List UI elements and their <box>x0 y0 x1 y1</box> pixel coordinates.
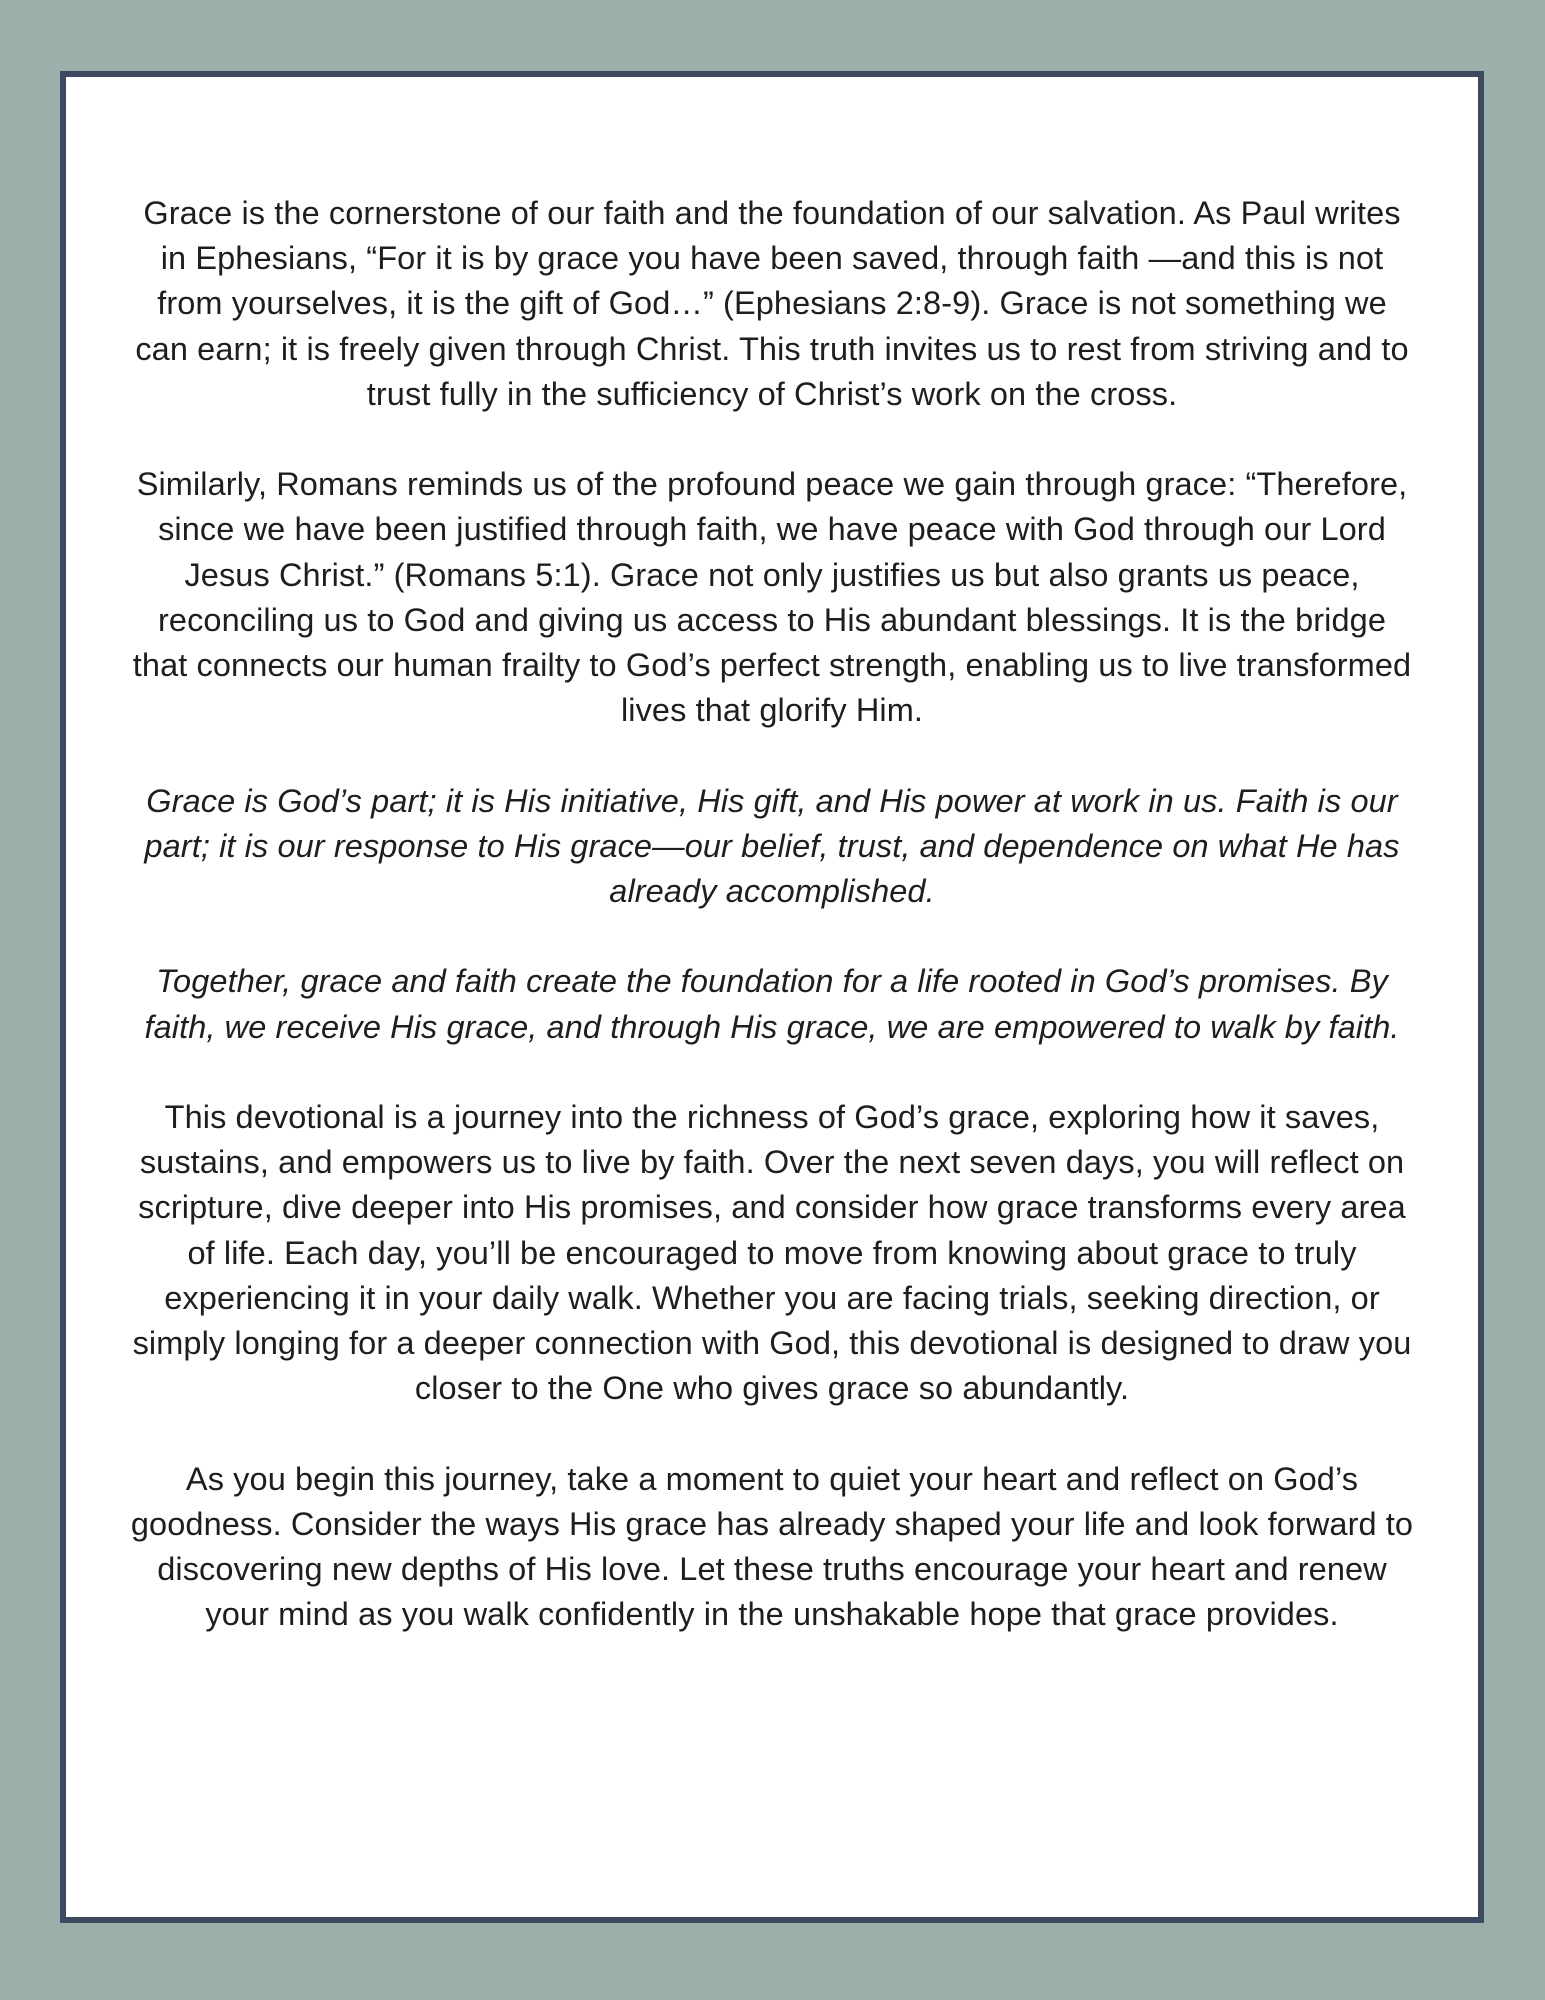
paragraph-grace-and-faith-together: Together, grace and faith create the foundation for a life rooted in God’s promises. By faith, we receive His grace, and through His grace, we are empowered to walk by faith. <box>144 963 1400 1045</box>
paragraph-grace-gods-part: Grace is God’s part; it is His initiative, His gift, and His power at work in us. Faith is our part; it is our response to His grace—our belief, trust, and dependence on what He has already accomplished. <box>144 782 1400 910</box>
paragraph-begin-journey: As you begin this journey, take a moment to quiet your heart and reflect on God’s goodness. Consider the ways His grace has already shaped your life and look forward to discovering new depths of His love. Let these truths encourage your heart and renew your mind as you walk confidently in the unshakable hope that grace provides. <box>130 1460 1414 1633</box>
page-frame <box>60 71 1484 1923</box>
paragraph-grace-cornerstone: Grace is the cornerstone of our faith and the foundation of our salvation. As Paul writes in Ephesians, “For it is by grace you have been saved, through faith —and this is not from yourselves, it is the gift of God…” (Ephesians 2:8-9). Grace is not something we can earn; it is freely given through Christ. This truth invites us to rest from striving and to trust fully in the sufficiency of Christ’s work on the cross. <box>135 195 1409 412</box>
paragraph-devotional-journey: This devotional is a journey into the richness of God’s grace, exploring how it saves, sustains, and empowers us to live by faith. Over the next seven days, you will reflect on scripture, dive deeper into His promises, and consider how grace transforms every area of life. Each day, you’ll be encouraged to move from knowing about grace to truly experiencing it in your daily walk. Whether you are facing trials, seeking direction, or simply longing for a deeper connection with God, this devotional is designed to draw you closer to the One who gives grace so abundantly. <box>132 1099 1412 1407</box>
paragraph-romans-peace: Similarly, Romans reminds us of the profound peace we gain through grace: “Therefore, since we have been justified through faith, we have peace with God through our Lord Jesus Christ.” (Romans 5:1). Grace not only justifies us but also grants us peace, reconciling us to God and giving us access to His abundant blessings. It is the bridge that connects our human frailty to God’s perfect strength, enabling us to live transformed lives that glorify Him. <box>132 466 1412 729</box>
devotional-body <box>130 191 1414 1637</box>
